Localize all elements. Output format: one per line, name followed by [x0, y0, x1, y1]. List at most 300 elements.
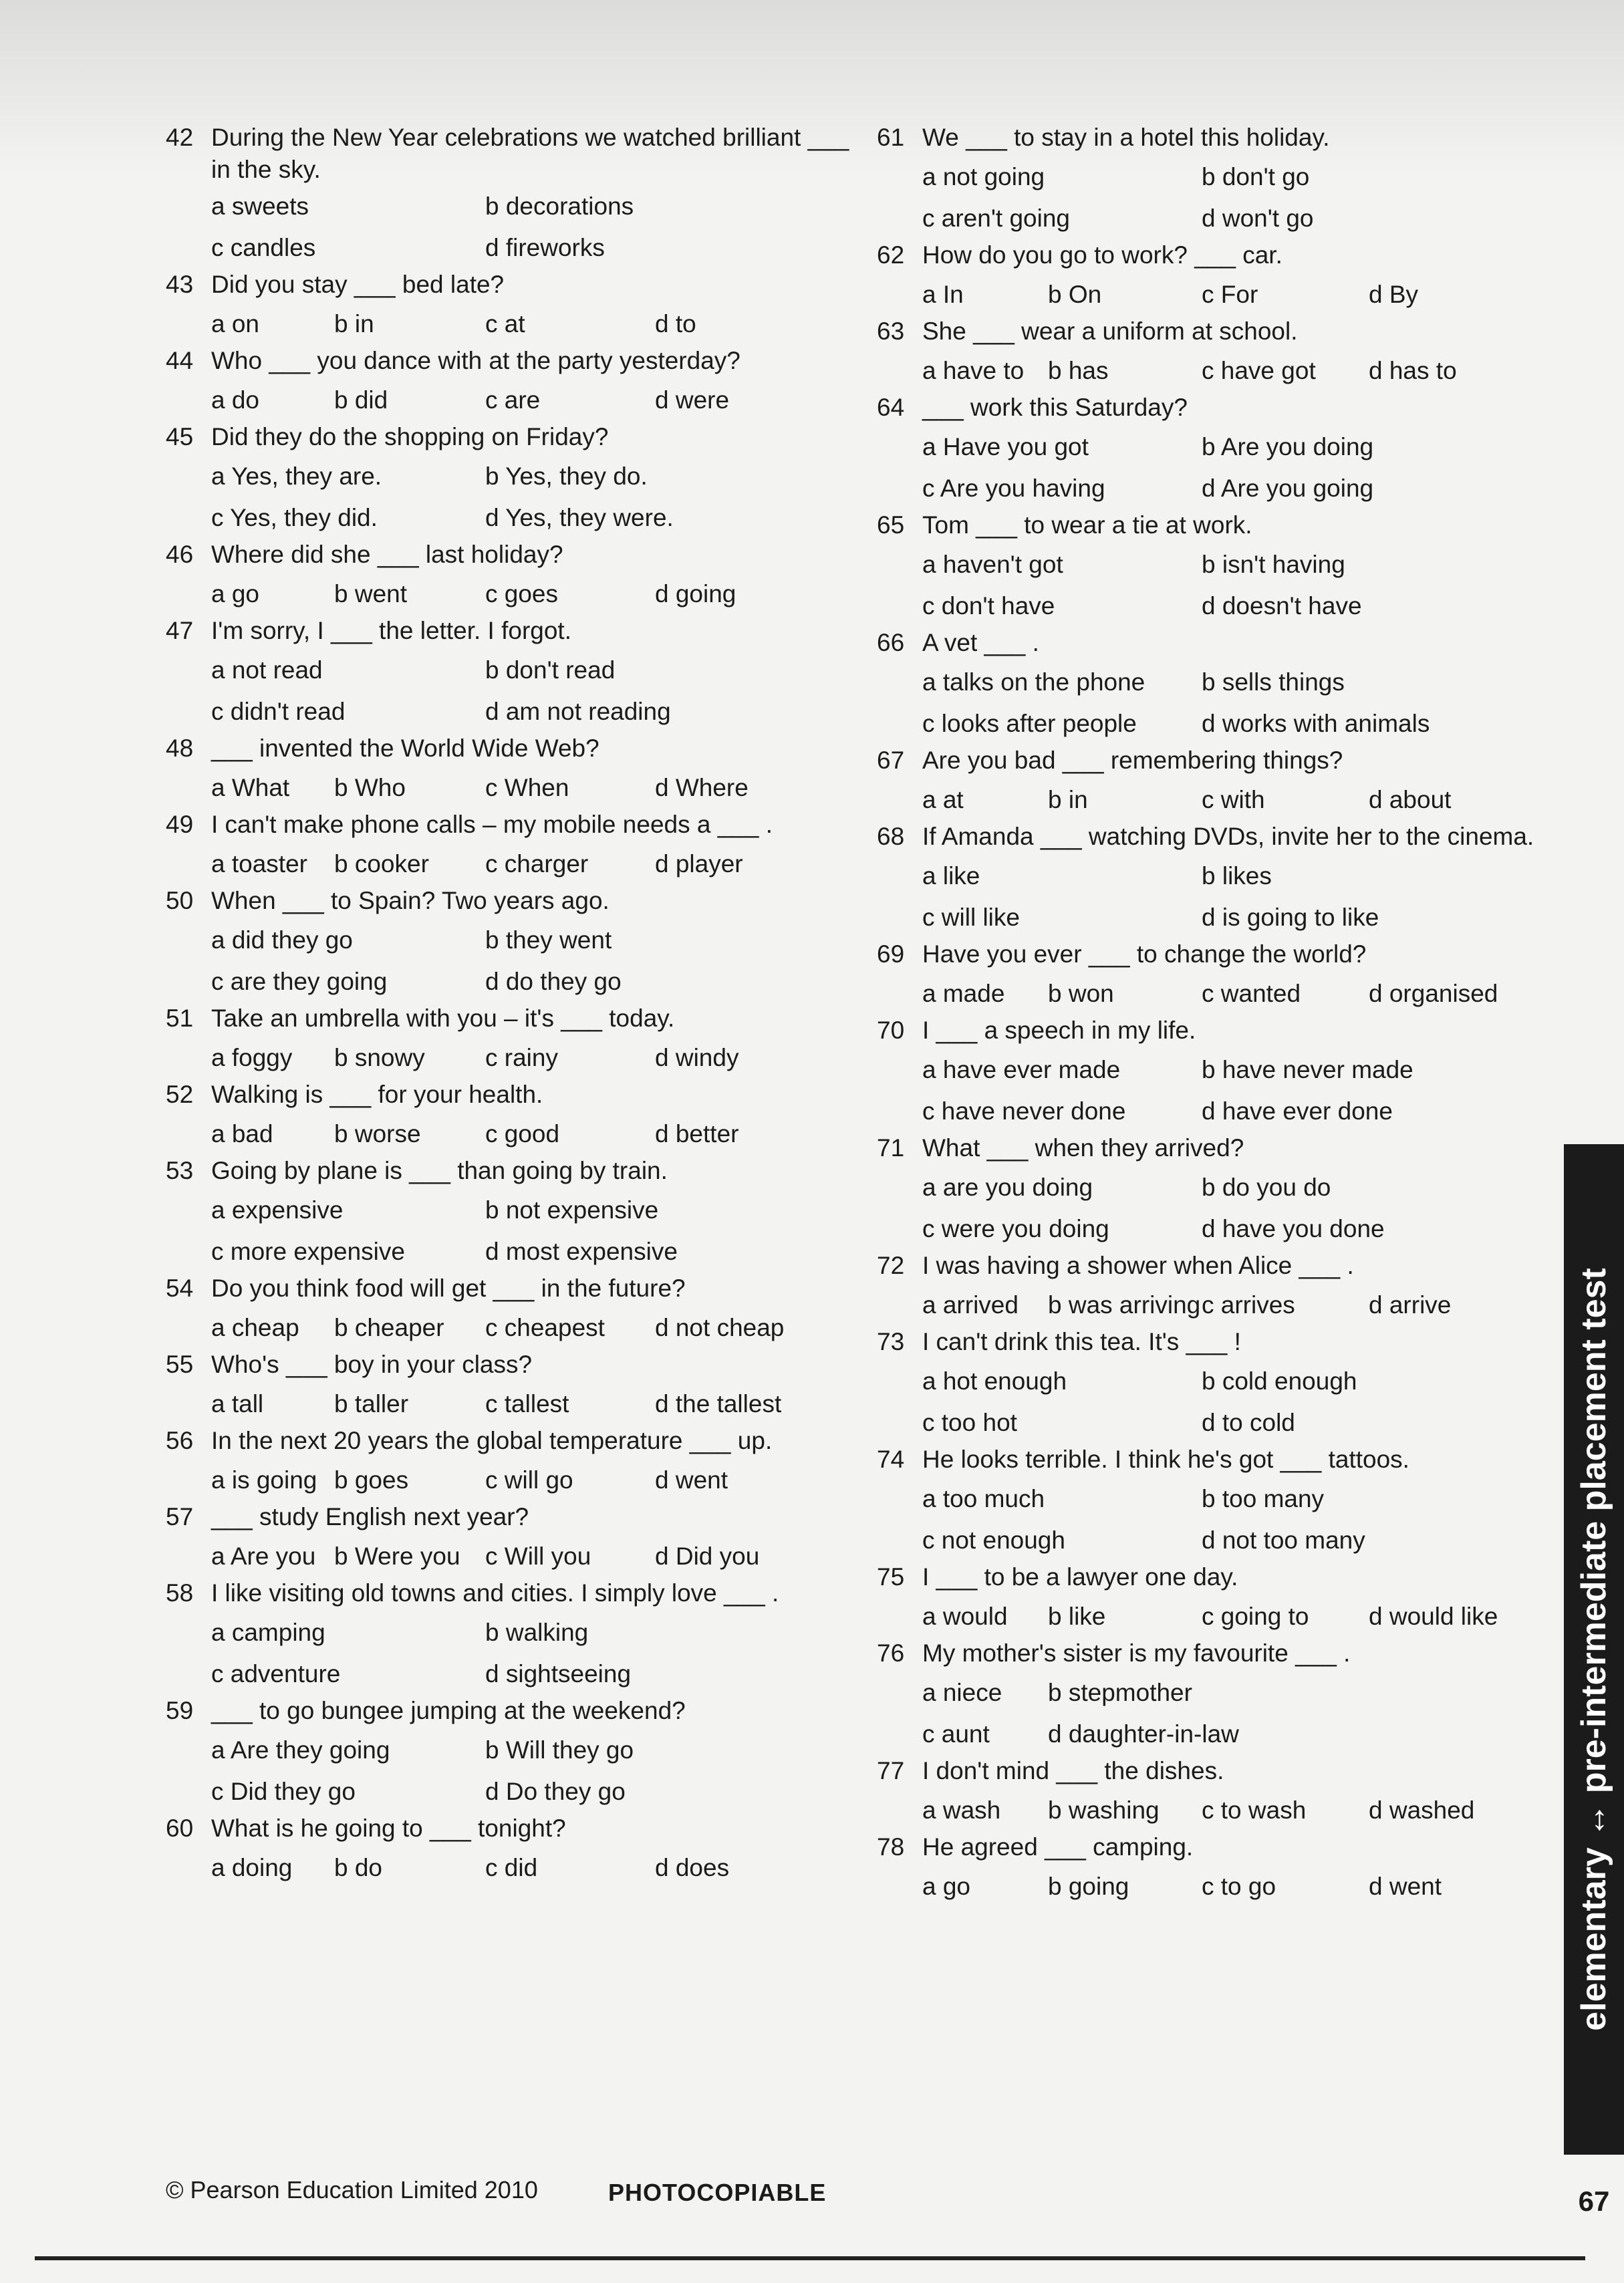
- answer-option[interactable]: b isn't having: [1202, 551, 1345, 578]
- answer-option[interactable]: b was arriving: [1048, 1291, 1201, 1319]
- answer-option[interactable]: c with: [1202, 786, 1265, 813]
- answer-option[interactable]: d won't go: [1202, 205, 1314, 232]
- answer-option[interactable]: b do you do: [1202, 1174, 1331, 1201]
- question-text: [166, 615, 874, 650]
- question-68: [877, 821, 1545, 938]
- question-50: [166, 885, 874, 1002]
- answer-option[interactable]: a Are they going: [211, 1736, 390, 1764]
- answer-option[interactable]: c going to: [1202, 1603, 1309, 1630]
- question-text: [166, 809, 874, 843]
- answer-option[interactable]: d would like: [1369, 1603, 1498, 1630]
- answer-option[interactable]: b not expensive: [485, 1196, 659, 1224]
- question-number: 60: [166, 1815, 194, 1842]
- answer-option[interactable]: b like: [1048, 1603, 1106, 1630]
- answer-options-row: [211, 1536, 874, 1577]
- question-prompt: Did you stay ___ bed late?: [211, 271, 505, 298]
- answer-options-row: [922, 1049, 1545, 1091]
- answer-option[interactable]: c Yes, they did.: [211, 504, 378, 531]
- answer-option[interactable]: a not going: [922, 163, 1045, 190]
- answer-option[interactable]: b stepmother: [1048, 1679, 1192, 1706]
- answer-option[interactable]: b worse: [334, 1120, 421, 1148]
- question-prompt: Where did she ___ last holiday?: [211, 541, 563, 568]
- question-66: [877, 627, 1545, 745]
- answer-option[interactable]: c arrives: [1202, 1291, 1295, 1319]
- answer-options-row: [211, 1771, 874, 1812]
- question-number: 71: [877, 1134, 905, 1162]
- question-text: [166, 1812, 874, 1847]
- answer-option[interactable]: c too hot: [922, 1409, 1017, 1436]
- question-prompt: Walking is ___ for your health.: [211, 1081, 543, 1108]
- question-57: [166, 1501, 874, 1577]
- question-number: 70: [877, 1017, 905, 1044]
- answer-option[interactable]: d doesn't have: [1202, 592, 1362, 620]
- question-number: 45: [166, 423, 194, 450]
- answer-option[interactable]: b sells things: [1202, 668, 1345, 696]
- answer-option[interactable]: d going: [655, 580, 736, 608]
- answer-option[interactable]: c candles: [211, 234, 316, 261]
- answer-option[interactable]: a on: [211, 310, 260, 338]
- answer-option[interactable]: a did they go: [211, 926, 353, 954]
- answer-option[interactable]: b cold enough: [1202, 1367, 1357, 1395]
- question-64: [877, 392, 1545, 509]
- answer-options-row: [922, 779, 1545, 821]
- answer-option[interactable]: b cheaper: [334, 1314, 444, 1341]
- side-tab: [1564, 1144, 1624, 2155]
- question-prompt: I was having a shower when Alice ___ .: [922, 1252, 1354, 1279]
- question-74: [877, 1444, 1545, 1561]
- answer-option[interactable]: c have never done: [922, 1097, 1126, 1125]
- answer-options-row: [211, 767, 874, 809]
- answer-option[interactable]: b going: [1048, 1873, 1129, 1900]
- answer-option[interactable]: d sightseeing: [485, 1660, 632, 1688]
- question-65: [877, 509, 1545, 627]
- answer-options-row: [211, 1113, 874, 1155]
- answer-option[interactable]: d player: [655, 850, 743, 878]
- question-number: 65: [877, 511, 905, 539]
- question-prompt: My mother's sister is my favourite ___ .: [922, 1639, 1351, 1667]
- answer-option[interactable]: b snowy: [334, 1044, 425, 1071]
- question-prompt: Who ___ you dance with at the party yesterday?: [211, 347, 740, 374]
- answer-option[interactable]: a have ever made: [922, 1056, 1121, 1083]
- copyright-notice: © Pearson Education Limited 2010: [166, 2176, 538, 2203]
- answer-option[interactable]: c are: [485, 386, 541, 414]
- question-number: 58: [166, 1579, 194, 1607]
- answer-options-row: [922, 897, 1545, 938]
- answer-option[interactable]: c have got: [1202, 357, 1316, 384]
- answer-option[interactable]: a sweets: [211, 192, 309, 220]
- left-question-column: [166, 122, 874, 1889]
- question-47: [166, 615, 874, 732]
- answer-option[interactable]: a do: [211, 386, 260, 414]
- answer-options-row: [211, 1653, 874, 1695]
- question-text: [166, 1272, 874, 1307]
- answer-options-row: [211, 1037, 874, 1079]
- answer-option[interactable]: d arrive: [1369, 1291, 1452, 1319]
- answer-option[interactable]: d Do they go: [485, 1778, 626, 1805]
- question-number: 53: [166, 1157, 194, 1184]
- question-prompt: Have you ever ___ to change the world?: [922, 940, 1367, 968]
- question-number: 43: [166, 271, 194, 298]
- answer-option[interactable]: a In: [922, 281, 964, 308]
- question-number: 59: [166, 1697, 194, 1724]
- question-prompt: Do you think food will get ___ in the future?: [211, 1274, 686, 1302]
- answer-option[interactable]: b walking: [485, 1619, 589, 1646]
- answer-options-row: [922, 1596, 1545, 1637]
- question-number: 44: [166, 347, 194, 374]
- answer-option[interactable]: a at: [922, 786, 964, 813]
- question-55: [166, 1349, 874, 1425]
- answer-options-row: [922, 1478, 1545, 1520]
- answer-option[interactable]: a niece: [922, 1679, 1002, 1706]
- question-text: [166, 539, 874, 573]
- answer-options-row: [922, 1672, 1545, 1714]
- answer-option[interactable]: b too many: [1202, 1485, 1325, 1512]
- question-67: [877, 745, 1545, 821]
- answer-option[interactable]: c looks after people: [922, 710, 1137, 737]
- answer-option[interactable]: c cheapest: [485, 1314, 605, 1341]
- answer-option[interactable]: a camping: [211, 1619, 325, 1646]
- answer-option[interactable]: a Yes, they are.: [211, 462, 382, 490]
- answer-option[interactable]: d washed: [1369, 1796, 1475, 1824]
- answer-option[interactable]: a toaster: [211, 850, 307, 878]
- answer-option[interactable]: c Will you: [485, 1542, 591, 1570]
- question-70: [877, 1015, 1545, 1132]
- answer-option[interactable]: c will go: [485, 1466, 573, 1494]
- answer-option[interactable]: d went: [655, 1466, 728, 1494]
- answer-options-row: [922, 973, 1545, 1015]
- answer-option[interactable]: d works with animals: [1202, 710, 1430, 737]
- question-text: [877, 315, 1545, 350]
- question-number: 52: [166, 1081, 194, 1108]
- answer-option[interactable]: d By: [1369, 281, 1419, 308]
- answer-option[interactable]: d has to: [1369, 357, 1457, 384]
- answer-options-row: [922, 855, 1545, 897]
- question-text: [166, 1155, 874, 1190]
- answer-options-row: [211, 1190, 874, 1231]
- question-prompt: She ___ wear a uniform at school.: [922, 317, 1298, 345]
- question-prompt: In the next 20 years the global temperature ___ up.: [211, 1427, 773, 1454]
- answer-option[interactable]: b washing: [1048, 1796, 1160, 1824]
- answer-option[interactable]: b likes: [1202, 862, 1272, 890]
- answer-option[interactable]: d windy: [655, 1044, 739, 1071]
- page-number: 67: [1578, 2185, 1610, 2217]
- question-text: [877, 1831, 1545, 1866]
- question-text: [877, 938, 1545, 973]
- answer-option[interactable]: c Are you having: [922, 475, 1105, 502]
- question-number: 42: [166, 124, 194, 151]
- question-text: [166, 1695, 874, 1730]
- question-prompt: Who's ___ boy in your class?: [211, 1351, 533, 1378]
- answer-option[interactable]: c to go: [1202, 1873, 1276, 1900]
- answer-option[interactable]: a is going: [211, 1466, 317, 1494]
- answer-option[interactable]: a doing: [211, 1854, 293, 1881]
- answer-option[interactable]: d is going to like: [1202, 904, 1379, 931]
- question-number: 75: [877, 1563, 905, 1591]
- question-number: 54: [166, 1274, 194, 1302]
- answer-option[interactable]: b Who: [334, 774, 406, 801]
- question-text: [877, 1755, 1545, 1790]
- answer-option[interactable]: c adventure: [211, 1660, 341, 1688]
- answer-option[interactable]: b Are you doing: [1202, 433, 1374, 460]
- answer-options-row: [922, 1402, 1545, 1444]
- question-prompt: Are you bad ___ remembering things?: [922, 747, 1343, 774]
- answer-option[interactable]: b have never made: [1202, 1056, 1413, 1083]
- answer-options-row: [922, 1285, 1545, 1326]
- question-text: [166, 1002, 874, 1037]
- answer-option[interactable]: a too much: [922, 1485, 1045, 1512]
- answer-options-row: [922, 1208, 1545, 1250]
- answer-option[interactable]: d organised: [1369, 980, 1498, 1007]
- answer-option[interactable]: c good: [485, 1120, 560, 1148]
- question-43: [166, 269, 874, 345]
- question-text: [166, 732, 874, 767]
- answer-option[interactable]: d have you done: [1202, 1215, 1385, 1242]
- answer-option[interactable]: d not too many: [1202, 1526, 1365, 1554]
- answer-option[interactable]: c aunt: [922, 1720, 990, 1748]
- answer-option[interactable]: d most expensive: [485, 1238, 678, 1265]
- question-76: [877, 1637, 1545, 1755]
- answer-options-row: [211, 1383, 874, 1425]
- question-prompt: I ___ a speech in my life.: [922, 1017, 1196, 1044]
- answer-option[interactable]: b don't go: [1202, 163, 1310, 190]
- question-text: [877, 821, 1545, 855]
- answer-option[interactable]: a would: [922, 1603, 1008, 1630]
- question-prompt: ___ to go bungee jumping at the weekend?: [211, 1697, 686, 1724]
- answer-options-row: [211, 1612, 874, 1653]
- question-text: [877, 1326, 1545, 1361]
- answer-option[interactable]: b Were you: [334, 1542, 460, 1570]
- answer-options-row: [211, 1460, 874, 1501]
- answer-option[interactable]: c When: [485, 774, 569, 801]
- answer-option[interactable]: c charger: [485, 850, 589, 878]
- question-78: [877, 1831, 1545, 1907]
- answer-option[interactable]: a go: [211, 580, 260, 608]
- answer-option[interactable]: d Did you: [655, 1542, 760, 1570]
- answer-option[interactable]: b do: [334, 1854, 383, 1881]
- question-text: [877, 239, 1545, 274]
- answer-option[interactable]: d do they go: [485, 968, 622, 995]
- question-56: [166, 1425, 874, 1501]
- answer-options-row: [922, 1714, 1545, 1755]
- answer-option[interactable]: d the tallest: [655, 1390, 782, 1418]
- question-62: [877, 239, 1545, 315]
- answer-option[interactable]: b don't read: [485, 656, 616, 684]
- answer-options-row: [211, 1307, 874, 1349]
- answer-options-row: [211, 497, 874, 539]
- question-51: [166, 1002, 874, 1079]
- answer-option[interactable]: a talks on the phone: [922, 668, 1145, 696]
- answer-option[interactable]: c Did they go: [211, 1778, 356, 1805]
- question-prompt: He agreed ___ camping.: [922, 1833, 1194, 1861]
- answer-option[interactable]: a arrived: [922, 1291, 1019, 1319]
- answer-options-row: [211, 1730, 874, 1771]
- question-58: [166, 1577, 874, 1695]
- answer-option[interactable]: b has: [1048, 357, 1109, 384]
- answer-option[interactable]: c didn't read: [211, 698, 346, 725]
- answer-option[interactable]: a hot enough: [922, 1367, 1067, 1395]
- answer-option[interactable]: b decorations: [485, 192, 634, 220]
- question-52: [166, 1079, 874, 1155]
- answer-option[interactable]: b Yes, they do.: [485, 462, 648, 490]
- answer-option[interactable]: a go: [922, 1873, 971, 1900]
- question-number: 62: [877, 241, 905, 269]
- answer-option[interactable]: b Will they go: [485, 1736, 634, 1764]
- question-number: 66: [877, 629, 905, 656]
- question-72: [877, 1250, 1545, 1326]
- answer-option[interactable]: d Yes, they were.: [485, 504, 674, 531]
- question-46: [166, 539, 874, 615]
- question-prompt: Going by plane is ___ than going by train.: [211, 1157, 668, 1184]
- question-text: [877, 1637, 1545, 1672]
- answer-option[interactable]: a cheap: [211, 1314, 299, 1341]
- answer-option[interactable]: c wanted: [1202, 980, 1301, 1007]
- question-prompt: When ___ to Spain? Two years ago.: [211, 887, 610, 914]
- answer-option[interactable]: a Have you got: [922, 433, 1089, 460]
- answer-option[interactable]: b in: [1048, 786, 1088, 813]
- answer-option[interactable]: c will like: [922, 904, 1020, 931]
- question-text: [877, 509, 1545, 544]
- question-text: [166, 421, 874, 456]
- answer-options-row: [922, 544, 1545, 585]
- answer-option[interactable]: c were you doing: [922, 1215, 1109, 1242]
- answer-option[interactable]: c tallest: [485, 1390, 569, 1418]
- answer-option[interactable]: b went: [334, 580, 408, 608]
- answer-option[interactable]: b did: [334, 386, 388, 414]
- question-number: 76: [877, 1639, 905, 1667]
- question-number: 64: [877, 394, 905, 421]
- bottom-rule: [35, 2256, 1585, 2260]
- question-54: [166, 1272, 874, 1349]
- question-71: [877, 1132, 1545, 1250]
- question-number: 63: [877, 317, 905, 345]
- question-number: 49: [166, 811, 194, 838]
- answer-option[interactable]: c goes: [485, 580, 559, 608]
- question-number: 78: [877, 1833, 905, 1861]
- question-number: 46: [166, 541, 194, 568]
- answer-option[interactable]: d to cold: [1202, 1409, 1295, 1436]
- answer-option[interactable]: d Are you going: [1202, 475, 1374, 502]
- answer-option[interactable]: d have ever done: [1202, 1097, 1393, 1125]
- answer-option[interactable]: c did: [485, 1854, 538, 1881]
- answer-option[interactable]: a What: [211, 774, 290, 801]
- answer-options-row: [922, 1361, 1545, 1402]
- answer-option[interactable]: c more expensive: [211, 1238, 405, 1265]
- answer-options-row: [922, 662, 1545, 703]
- answer-option[interactable]: a Are you: [211, 1542, 316, 1570]
- answer-option[interactable]: d better: [655, 1120, 739, 1148]
- question-text: [877, 1015, 1545, 1049]
- answer-options-row: [922, 156, 1545, 198]
- answer-option[interactable]: a tall: [211, 1390, 264, 1418]
- question-text: [877, 1444, 1545, 1478]
- answer-option[interactable]: a foggy: [211, 1044, 293, 1071]
- answer-option[interactable]: c rainy: [485, 1044, 558, 1071]
- answer-option[interactable]: b On: [1048, 281, 1102, 308]
- question-prompt: I can't make phone calls – my mobile needs a ___ .: [211, 811, 773, 838]
- answer-option[interactable]: a haven't got: [922, 551, 1063, 578]
- answer-option[interactable]: c at: [485, 310, 525, 338]
- answer-options-row: [922, 350, 1545, 392]
- question-prompt: ___ work this Saturday?: [922, 394, 1188, 421]
- question-prompt: During the New Year celebrations we watched brilliant ___ in the sky.: [211, 124, 849, 183]
- question-number: 77: [877, 1757, 905, 1784]
- answer-option[interactable]: a wash: [922, 1796, 1001, 1824]
- question-number: 73: [877, 1328, 905, 1355]
- question-text: [166, 345, 874, 380]
- question-44: [166, 345, 874, 421]
- answer-option[interactable]: d am not reading: [485, 698, 671, 725]
- answer-option[interactable]: b they went: [485, 926, 612, 954]
- answer-option[interactable]: b won: [1048, 980, 1114, 1007]
- question-text: [877, 1250, 1545, 1285]
- answer-options-row: [922, 426, 1545, 468]
- answer-option[interactable]: b cooker: [334, 850, 429, 878]
- question-number: 55: [166, 1351, 194, 1378]
- answer-option[interactable]: a expensive: [211, 1196, 344, 1224]
- answer-option[interactable]: b goes: [334, 1466, 409, 1494]
- answer-option[interactable]: b taller: [334, 1390, 409, 1418]
- question-prompt: If Amanda ___ watching DVDs, invite her to the cinema.: [922, 823, 1534, 850]
- answer-option[interactable]: c are they going: [211, 968, 388, 995]
- answer-option[interactable]: d about: [1369, 786, 1452, 813]
- question-prompt: I like visiting old towns and cities. I simply love ___ .: [211, 1579, 779, 1607]
- answer-options-row: [211, 456, 874, 497]
- answer-option[interactable]: d to: [655, 310, 696, 338]
- answer-options-row: [922, 1790, 1545, 1831]
- answer-options-row: [922, 468, 1545, 509]
- question-prompt: What ___ when they arrived?: [922, 1134, 1244, 1162]
- question-number: 51: [166, 1004, 194, 1032]
- answer-option[interactable]: d went: [1369, 1873, 1442, 1900]
- question-prompt: ___ study English next year?: [211, 1503, 529, 1530]
- answer-option[interactable]: a not read: [211, 656, 323, 684]
- question-59: [166, 1695, 874, 1812]
- answer-option[interactable]: c to wash: [1202, 1796, 1307, 1824]
- answer-options-row: [211, 843, 874, 885]
- answer-option[interactable]: d not cheap: [655, 1314, 785, 1341]
- answer-option[interactable]: a bad: [211, 1120, 273, 1148]
- answer-option[interactable]: a made: [922, 980, 1005, 1007]
- answer-option[interactable]: c For: [1202, 281, 1258, 308]
- question-text: [166, 1577, 874, 1612]
- side-tab-title: elementary ↔ pre-intermediate placement test: [1575, 1268, 1613, 2031]
- answer-option[interactable]: d daughter-in-law: [1048, 1720, 1239, 1748]
- question-number: 67: [877, 747, 905, 774]
- answer-option[interactable]: d Where: [655, 774, 749, 801]
- answer-option[interactable]: d were: [655, 386, 730, 414]
- answer-option[interactable]: a like: [922, 862, 980, 890]
- answer-option[interactable]: c aren't going: [922, 205, 1070, 232]
- answer-option[interactable]: c don't have: [922, 592, 1055, 620]
- question-prompt: Take an umbrella with you – it's ___ today.: [211, 1004, 675, 1032]
- question-number: 72: [877, 1252, 905, 1279]
- answer-option[interactable]: a have to: [922, 357, 1025, 384]
- answer-option[interactable]: b in: [334, 310, 374, 338]
- question-60: [166, 1812, 874, 1889]
- answer-option[interactable]: d does: [655, 1854, 730, 1881]
- answer-option[interactable]: c not enough: [922, 1526, 1065, 1554]
- answer-options-row: [922, 585, 1545, 627]
- question-61: [877, 122, 1545, 239]
- answer-options-row: [211, 303, 874, 345]
- answer-options-row: [922, 1866, 1545, 1907]
- question-prompt: Tom ___ to wear a tie at work.: [922, 511, 1252, 539]
- question-number: 69: [877, 940, 905, 968]
- answer-option[interactable]: d fireworks: [485, 234, 605, 261]
- question-number: 61: [877, 124, 905, 151]
- question-prompt: I can't drink this tea. It's ___ !: [922, 1328, 1241, 1355]
- answer-option[interactable]: a are you doing: [922, 1174, 1093, 1201]
